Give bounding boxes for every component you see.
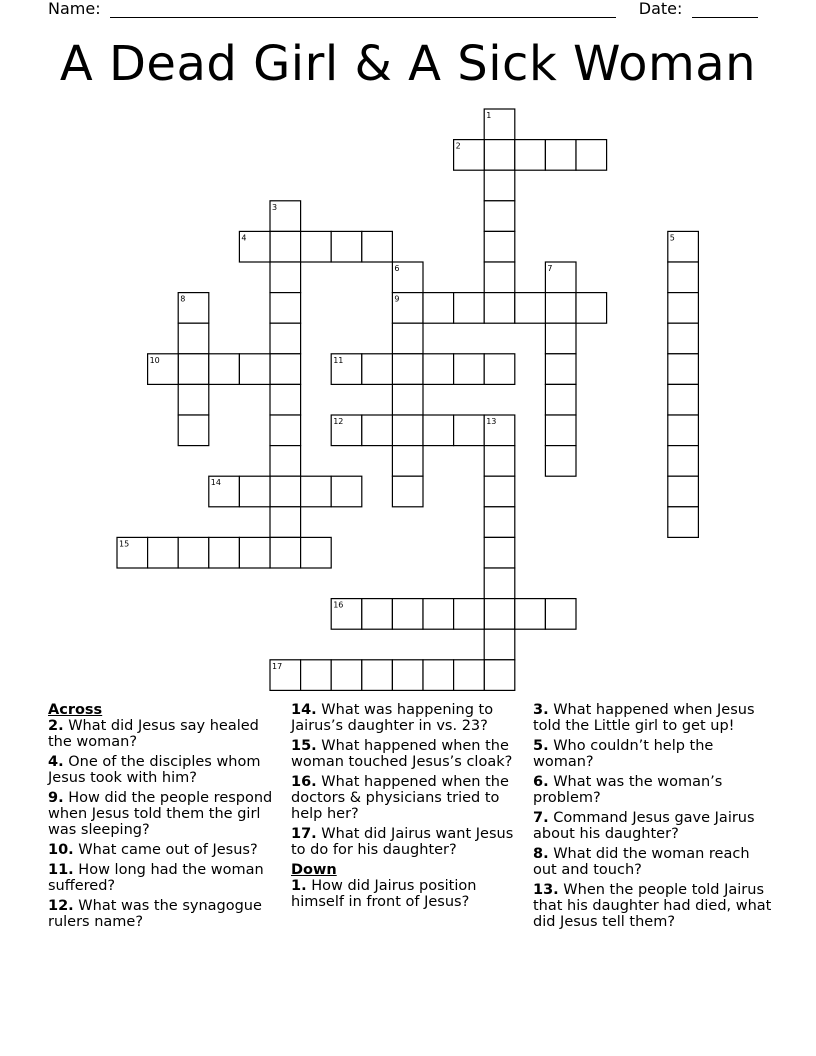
clue-text: Who couldn’t help the woman? [533,738,714,770]
grid-cell[interactable] [668,354,699,385]
grid-cell[interactable] [423,660,454,691]
grid-cell[interactable] [545,293,576,324]
clue-number-label: 9. [48,790,64,806]
clue-down [533,774,773,806]
grid-cell[interactable] [545,140,576,171]
page-title: A Dead Girl & A Sick Woman [59,36,757,92]
grid-cell[interactable] [484,231,515,262]
grid-cell[interactable] [392,384,423,415]
grid-cell[interactable] [454,599,485,630]
grid-cell[interactable] [423,293,454,324]
clue-across [48,754,278,786]
clue-text: When the people told Jairus that his daughter had died, what did Jesus tell them? [533,882,772,930]
across-heading: Across [48,702,103,718]
clue-number-label: 6. [533,774,549,790]
clue-number: 9 [394,294,400,304]
clue-number-label: 17. [291,826,317,842]
clue-text: What was the woman’s problem? [533,774,723,806]
grid-cell[interactable] [392,354,423,385]
clue-number: 7 [547,264,553,273]
grid-cell[interactable] [668,507,699,538]
clue-across [48,862,278,894]
clue-number: 5 [669,233,675,243]
clue-number: 4 [241,233,247,243]
grid-cell[interactable] [392,323,423,354]
grid-cell[interactable] [239,537,270,568]
clue-text: What happened when the woman touched Jesus’s cloak? [291,738,513,770]
grid-cell[interactable] [392,599,423,630]
grid-cell[interactable] [484,170,515,201]
grid-cell[interactable] [484,537,515,568]
clue-text: What was happening to Jairus’s daughter in vs. 23? [291,702,494,734]
grid-cell[interactable] [301,231,332,262]
clue-number-label: 8. [533,846,549,862]
grid-cell[interactable] [484,629,515,660]
grid-cell[interactable] [392,446,423,477]
grid-cell[interactable] [239,354,270,385]
grid-cell[interactable] [484,507,515,538]
clue-across [48,842,278,858]
grid-cell[interactable] [331,660,362,691]
clue-number-label: 16. [291,774,317,790]
grid-cell[interactable] [454,415,485,446]
grid-cell[interactable] [454,354,485,385]
grid-cell[interactable] [392,415,423,446]
clue-down [533,702,773,734]
grid-cell[interactable] [576,140,607,171]
grid-cell[interactable] [484,293,515,324]
clue-number: 1 [486,111,492,120]
clue-number-label: 12. [48,898,74,914]
grid-cell[interactable] [270,293,301,324]
grid-cell[interactable] [392,476,423,507]
clue-number-label: 5. [533,738,549,754]
grid-cell[interactable] [668,415,699,446]
clue-down [533,810,773,842]
clue-number-label: 13. [533,882,559,898]
grid-cell[interactable] [270,262,301,293]
clue-text: What happened when the doctors & physicians tried to help her? [291,774,509,822]
clue-text: How did the people respond when Jesus told them the girl was sleeping? [48,790,273,838]
clue-number-label: 11. [48,862,74,878]
clue-across [48,898,278,930]
clue-number: 8 [180,294,186,304]
grid-cell[interactable] [576,293,607,324]
clue-text: What was the synagogue rulers name? [48,898,262,930]
clue-down [533,738,773,770]
grid-cell[interactable] [545,599,576,630]
grid-cell[interactable] [454,293,485,324]
grid-cell[interactable] [362,354,393,385]
clue-across [48,718,278,750]
clue-text: What happened when Jesus told the Little girl to get up! [533,702,755,734]
grid-cell[interactable] [545,323,576,354]
grid-cell[interactable] [423,415,454,446]
clue-number: 15 [119,539,130,549]
grid-cell[interactable] [331,476,362,507]
grid-cell[interactable] [668,476,699,507]
clue-number-label: 3. [533,702,549,718]
grid-cell[interactable] [301,476,332,507]
grid-cell[interactable] [484,354,515,385]
grid-cell[interactable] [454,660,485,691]
down-heading: Down [291,862,337,878]
grid-cell[interactable] [301,537,332,568]
clue-number: 2 [455,141,461,151]
clue-number-label: 15. [291,738,317,754]
clue-down [291,878,523,910]
clue-number: 13 [486,417,497,426]
clue-number: 6 [394,264,400,273]
clue-text: What did Jesus say healed the woman? [48,718,259,750]
grid-cell[interactable] [484,476,515,507]
clue-number: 17 [272,661,283,671]
grid-cell[interactable] [668,323,699,354]
clue-number-label: 7. [533,810,549,826]
grid-cell[interactable] [270,384,301,415]
grid-cell[interactable] [270,323,301,354]
clue-number-label: 14. [291,702,317,718]
clue-number: 10 [149,355,160,365]
clue-number: 12 [333,417,344,426]
grid-cell[interactable] [270,507,301,538]
clue-number: 16 [333,600,344,610]
grid-cell[interactable] [484,201,515,232]
grid-cell[interactable] [484,140,515,171]
grid-cell[interactable] [484,262,515,293]
grid-cell[interactable] [668,262,699,293]
clue-text: What did the woman reach out and touch? [533,846,750,878]
clue-text: How long had the woman suffered? [48,862,264,894]
grid-cell[interactable] [362,660,393,691]
grid-cell[interactable] [362,599,393,630]
grid-cell[interactable] [515,599,546,630]
clue-text: Command Jesus gave Jairus about his daughter? [533,810,755,842]
grid-cell[interactable] [209,537,240,568]
grid-cell[interactable] [515,293,546,324]
grid-cell[interactable] [148,537,179,568]
clues-column-3 [533,702,773,934]
grid-cell[interactable] [515,140,546,171]
grid-cell[interactable] [270,231,301,262]
grid-cell[interactable] [484,599,515,630]
clue-across [48,790,278,838]
grid-cell[interactable] [178,384,209,415]
grid-cell[interactable] [178,354,209,385]
clue-text: What did Jairus want Jesus to do for his daughter? [291,826,514,858]
clue-down [533,846,773,878]
grid-cell[interactable] [270,446,301,477]
grid-cell[interactable] [545,354,576,385]
grid-cell[interactable] [270,476,301,507]
grid-cell[interactable] [545,446,576,477]
grid-cell[interactable] [331,231,362,262]
clues-column-2 [291,702,523,914]
clue-number: 11 [333,355,344,365]
grid-cell[interactable] [270,537,301,568]
name-label: Name: [48,0,101,18]
grid-cell[interactable] [668,446,699,477]
grid-cell[interactable] [239,476,270,507]
clue-number-label: 4. [48,754,64,770]
grid-cell[interactable] [423,354,454,385]
clue-text: How did Jairus position himself in front of Jesus? [291,878,477,910]
date-label: Date: [638,0,683,18]
clue-number-label: 10. [48,842,74,858]
clues-column-1 [48,702,278,934]
grid-cell[interactable] [178,415,209,446]
grid-cell[interactable] [545,384,576,415]
clue-down [533,882,773,930]
clue-across [291,702,523,734]
clue-text: What came out of Jesus? [73,842,258,858]
grid-cell[interactable] [362,231,393,262]
grid-cell[interactable] [178,537,209,568]
grid-cell[interactable] [668,293,699,324]
clue-across [291,826,523,858]
grid-cell[interactable] [423,599,454,630]
grid-cell[interactable] [178,323,209,354]
clue-across [291,738,523,770]
clue-across [291,774,523,822]
grid-cell[interactable] [545,415,576,446]
clue-number-label: 2. [48,718,64,734]
grid-cell[interactable] [392,660,423,691]
grid-cell[interactable] [668,384,699,415]
grid-cell[interactable] [209,354,240,385]
clue-number: 3 [272,202,278,212]
clue-number: 14 [210,478,221,488]
grid-cell[interactable] [362,415,393,446]
grid-cell[interactable] [270,354,301,385]
grid-cell[interactable] [484,660,515,691]
grid-cell[interactable] [301,660,332,691]
grid-cell[interactable] [484,568,515,599]
clue-number-label: 1. [291,878,307,894]
grid-cell[interactable] [484,446,515,477]
clue-text: One of the disciples whom Jesus took with him? [48,754,261,786]
grid-cell[interactable] [270,415,301,446]
